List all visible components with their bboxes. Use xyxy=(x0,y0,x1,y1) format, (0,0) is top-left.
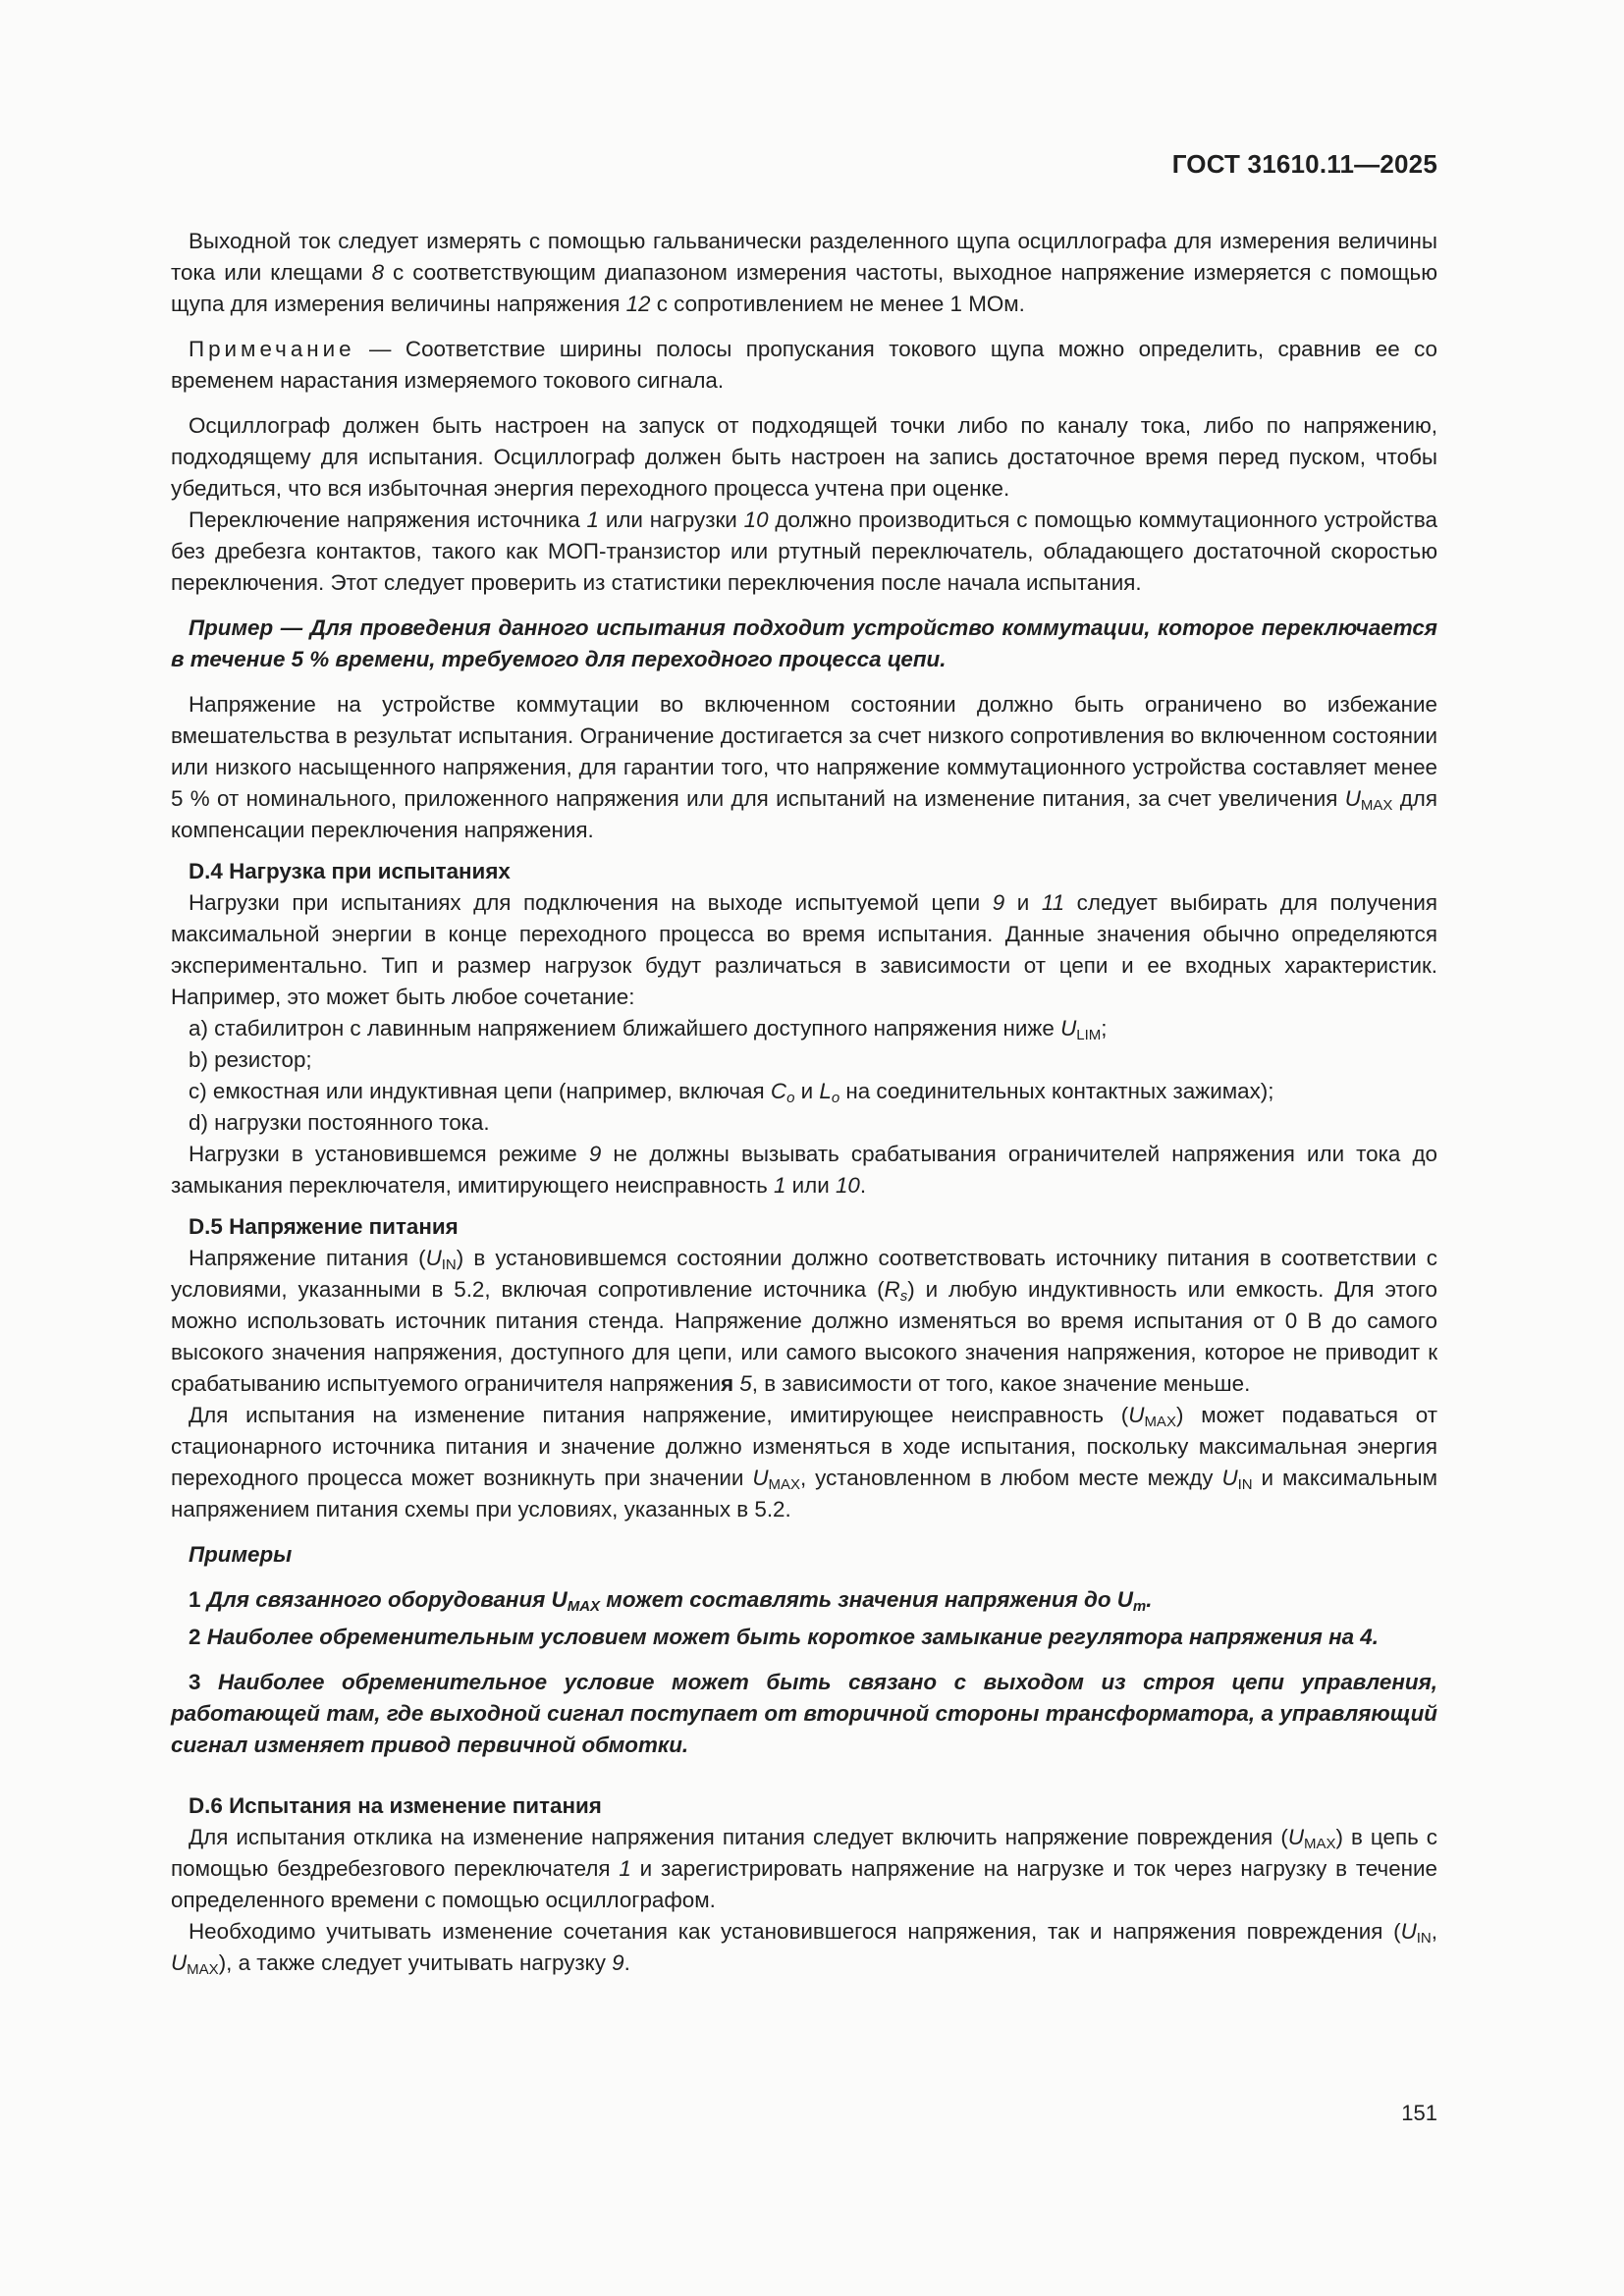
paragraph-output-current: Выходной ток следует измерять с помощью гальванически разделенного щупа осциллографа для измерения величины тока или клещами 8 с соответствующим диапазоном измерения частоты, выходное напряжение измеряется с помощью щупа для измерения величины напряжения 12 с сопротивлением не менее 1 МОм. xyxy=(171,229,1437,316)
example-3: 3 Наиболее обременительное условие может быть связано с выходом из строя цепи управления, работающей там, где выходной сигнал поступает от вторичной стороны трансформатора, а управляющий сигнал изменяет привод первичной обмотки. xyxy=(171,1670,1437,1757)
list-item-a: a) стабилитрон с лавинным напряжением ближайшего доступного напряжения ниже $U_{LIM}$; xyxy=(189,1016,1108,1043)
note-bandwidth: Примечание — Соответствие ширины полосы пропускания токового щупа можно определить, сравнив ее со временем нарастания измеряемого токового сигнала. xyxy=(171,337,1437,393)
example-1: 1 Для связанного оборудования $U_{MAX}$ может составлять значения напряжения до $U_m$. xyxy=(189,1587,1153,1615)
section-title-d4: D.4 Нагрузка при испытаниях xyxy=(189,859,511,883)
paragraph-combination: Необходимо учитывать изменение сочетания как установившегося напряжения, так и напряжения повреждения ($U_{IN}$, $U_{MAX}$), а также следует учитывать нагрузку 9. xyxy=(171,1919,1437,1978)
list-item-b: b) резистор; xyxy=(189,1047,312,1072)
note-label: Примечание xyxy=(189,337,355,361)
standard-header: ГОСТ 31610.11—2025 xyxy=(1171,149,1437,179)
paragraph-switching: Переключение напряжения источника 1 или нагрузки 10 должно производиться с помощью коммутационного устройства без дребезга контактов, такого как МОП-транзистор или ртутный переключатель, обладающего достаточной скоростью переключения. Этот следует проверить из статистики переключения после начала испытания. xyxy=(171,507,1437,595)
paragraph-response-test: Для испытания отклика на изменение напряжения питания следует включить напряжение повреждения $(U_{MAX})$ в цепь с помощью бездребезгового переключателя 1 и зарегистрировать напряжение на нагрузке и ток через нагрузку в течение определенного времени с помощью осциллографом. xyxy=(171,1825,1437,1912)
paragraph-test-loads: Нагрузки при испытаниях для подключения на выходе испытуемой цепи 9 и 11 следует выбирать для получения максимальной энергии в конце переходного процесса во время испытания. Данные значения обычно определяются экспериментально. Тип и размер нагрузок будут различаться в зависимости от цепи и ее входных характеристик. Например, это может быть любое сочетание: xyxy=(171,890,1438,1009)
page-body xyxy=(171,226,1437,1979)
page-number: 151 xyxy=(1401,2101,1437,2125)
paragraph-supply-voltage: Напряжение питания $(U_{IN})$ в установившемся состоянии должно соответствовать источнику питания в соответствии с условиями, указанными в 5.2, включая сопротивление источника $(R_s)$ и любую индуктивность или емкость. Для этого можно использовать источник питания стенда. Напряжение должно изменяться во время испытания от 0 В до самого высокого значения напряжения, доступного для цепи, или самого высокого значения напряжения, которое не приводит к срабатыванию испытуемого ограничителя напряжения 5, в зависимости от того, какое значение меньше. xyxy=(171,1246,1437,1396)
list-item-d: d) нагрузки постоянного тока. xyxy=(189,1110,490,1135)
example-switching-device: Пример — Для проведения данного испытания подходит устройство коммутации, которое переключается в течение 5 % времени, требуемого для переходного процесса цепи. xyxy=(171,615,1437,671)
example-2: 2 Наиболее обременительным условием может быть короткое замыкание регулятора напряжения на 4. xyxy=(189,1625,1379,1649)
paragraph-supply-change: Для испытания на изменение питания напряжение, имитирующее неисправность $(U_{MAX})$ может подаваться от стационарного источника питания и значение должно изменяться в ходе испытания, поскольку максимальная энергия переходного процесса может возникнуть при значении $U_{MAX}$, установленном в любом месте между $U_{IN}$ и максимальным напряжением питания схемы при условиях, указанных в 5.2. xyxy=(171,1403,1437,1522)
paragraph-steady-loads: Нагрузки в установившемся режиме 9 не должны вызывать срабатывания ограничителей напряжения или тока до замыкания переключателя, имитирующего неисправность 1 или 10. xyxy=(171,1142,1437,1198)
list-item-c: c) емкостная или индуктивная цепи (например, включая $C_o$ и $L_o$ на соединительных контактных зажимах); xyxy=(189,1079,1274,1106)
paragraph-oscilloscope: Осциллограф должен быть настроен на запуск от подходящей точки либо по каналу тока, либо по напряжению, подходящему для испытания. Осциллограф должен быть настроен на запись достаточное время перед пуском, чтобы убедиться, что вся избыточная энергия переходного процесса учтена при оценке. xyxy=(171,413,1437,501)
section-title-d5: D.5 Напряжение питания xyxy=(189,1214,459,1239)
examples-title: Примеры xyxy=(189,1542,293,1567)
section-title-d6: D.6 Испытания на изменение питания xyxy=(189,1793,602,1818)
paragraph-switch-voltage: Напряжение на устройстве коммутации во включенном состоянии должно быть ограничено во избежание вмешательства в результат испытания. Ограничение достигается за счет низкого сопротивления во включенном состоянии или низкого насыщенного напряжения, для гарантии того, что напряжение коммутационного устройства составляет менее 5 % от номинального, приложенного напряжения или для испытаний на изменение питания, за счет увеличения $U_{MAX}$ для компенсации переключения напряжения. xyxy=(171,692,1437,842)
